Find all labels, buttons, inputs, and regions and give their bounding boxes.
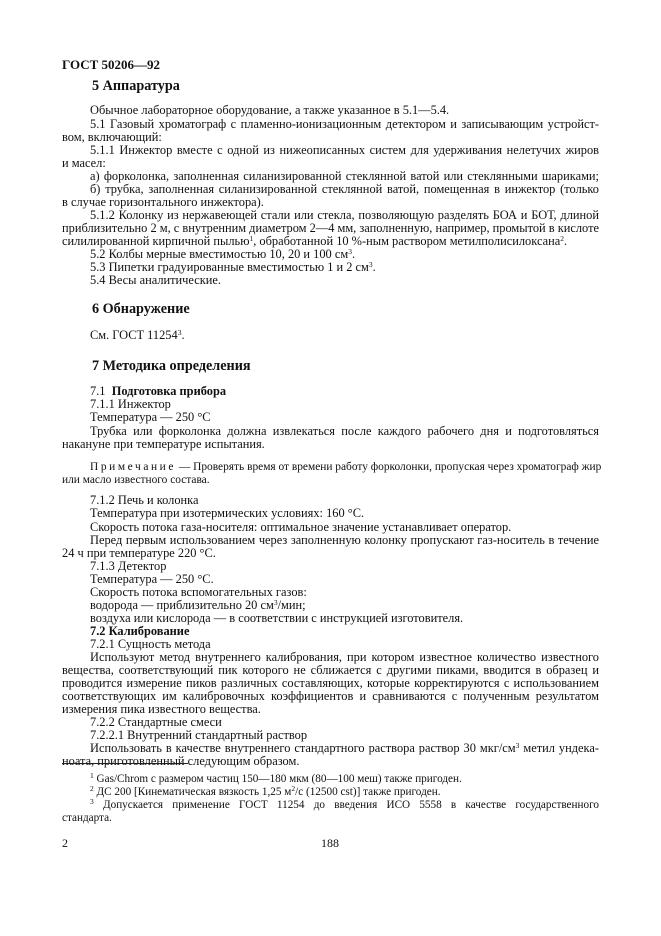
list-item: б) трубка, заполненная силанизированной стеклянной ватой, помещенная в инжектор (только (90, 182, 599, 196)
subsection-heading: 7.2 Калибрование (90, 624, 190, 638)
paragraph-line: Скорость потока газа-носителя: оптимальное значение устанавливает оператор. (90, 520, 512, 534)
paragraph-line: 5.2 Колбы мерные вместимостью 10, 20 и 100 $см^3$. (90, 247, 356, 261)
paragraph-line: Температура при изотермических условиях: 160 °С. (90, 506, 365, 520)
paragraph-line: 7.1.2 Печь и колонка (90, 493, 199, 507)
paragraph-line: Используют метод внутреннего калибрования, при котором известное количество известного (90, 650, 599, 664)
subsection-heading: 7.1 Подготовка прибора (90, 384, 227, 398)
note-line: Примечание — Проверять время от времени работу форколонки, пропуская через хроматограф жир (90, 461, 602, 473)
paragraph-line: Скорость потока вспомогательных газов: (90, 585, 307, 599)
paragraph-line: соответствующих им калибровочных коэффициентов и сравниваются с полученным результатом (62, 689, 599, 703)
paragraph-line: вещества, соответствующий пик которого не сближается с другими пиками, вводится в образец и (62, 663, 599, 677)
paragraph-line: в случае горизонтального инжектора). (62, 195, 264, 209)
paragraph-line: 7.2.1 Сущность метода (90, 637, 211, 651)
paragraph-line: вом, включающий: (62, 130, 162, 144)
paragraph-line: 5.4 Весы аналитические. (90, 273, 221, 287)
section-7-heading: 7 Методика определения (92, 358, 251, 374)
document-code: ГОСТ 50206—92 (62, 57, 161, 72)
paragraph-line: Трубка или форколонка должна извлекаться после каждого рабочего дня и подготовляться (90, 424, 599, 438)
footnote: $^1$ Gas/Chrom с размером частиц 150—180 мкм (80—100 меш) также пригоден. (90, 771, 462, 785)
paragraph-line: водорода — приблизительно 20 $см^3$/мин; (90, 598, 306, 612)
footnote: $^3$ Допускается применение ГОСТ 11254 до введения ИСО 5558 в качестве государственного (90, 797, 599, 811)
footnote: стандарта. (62, 812, 112, 824)
paragraph-line: Температура — 250 °С. (90, 572, 214, 586)
paragraph-line: 24 ч при температуре 220 °С. (62, 546, 216, 560)
footnote: $^2$ ДС 200 [Кинематическая вязкость 1,25 $м^2/с$ (12500 cst)] также пригоден. (90, 784, 441, 798)
paragraph-line: Использовать в качестве внутреннего стандартного раствора раствор 30 мкг/$см^3$ метил ундека- (90, 741, 599, 755)
paragraph-line: силилированной кирпичной пылью$^1$, обработанной 10 %-ным раствором метилполисилоксана$^2$. (62, 234, 568, 248)
paragraph-line: накануне при температуре испытания. (62, 437, 265, 451)
paragraph-line: 5.1.1 Инжектор вместе с одной из нижеописанных систем для удерживания нелетучих жиров (90, 143, 599, 157)
paragraph-line: См. ГОСТ 11254$^3$. (90, 328, 185, 342)
paragraph-line: Температура — 250 °С (90, 410, 211, 424)
paragraph-line: Обычное лабораторное оборудование, а также указанное в 5.1—5.4. (90, 103, 450, 117)
page-number-left: 2 (62, 836, 68, 850)
footnote-divider (62, 763, 188, 764)
paragraph-line: 7.2.2 Стандартные смеси (90, 715, 222, 729)
paragraph-line: 7.2.2.1 Внутренний стандартный раствор (90, 728, 308, 742)
paragraph-line: воздуха или кислорода — в соответствии с инструкцией изготовителя. (90, 611, 464, 625)
footnote-ref: 2 (560, 234, 564, 243)
paragraph-line: Перед первым использованием через заполненную колонку пропускают газ-носитель в течение (90, 533, 599, 547)
note-line: или масло известного состава. (62, 474, 210, 486)
footnote-ref: 3 (177, 328, 182, 337)
paragraph-line: измерения пика известного вещества. (62, 702, 261, 716)
footnote-ref: 1 (249, 234, 254, 243)
list-item: а) форколонка, заполненная силанизированной стеклянной ватой или стеклянными шариками; (90, 169, 599, 183)
paragraph-line: ноата, приготовленный следующим образом. (62, 754, 300, 768)
section-6-heading: 6 Обнаружение (92, 301, 190, 317)
page-number-center: 188 (321, 836, 339, 850)
section-5-heading: 5 Аппаратура (92, 78, 180, 94)
paragraph-line: проводится измерение пиков различных составляющих, которые корректируются с использованием (62, 676, 599, 690)
note-label: Примечание (90, 461, 177, 473)
paragraph-line: 5.1 Газовый хроматограф с пламенно-ионизационным детектором и записывающим устройст- (90, 117, 599, 131)
paragraph-line: 7.1.1 Инжектор (90, 397, 171, 411)
paragraph-line: и масел: (62, 156, 106, 170)
paragraph-line: приблизительно 2 м, с внутренним диаметром 2—4 мм, заполненную, например, промытой в кислоте (62, 221, 599, 235)
paragraph-line: 5.3 Пипетки градуированные вместимостью 1 и 2 $см^3$. (90, 260, 376, 274)
paragraph-line: 5.1.2 Колонку из нержавеющей стали или стекла, позволяющую разделять БОА и БОТ, длиной (90, 208, 599, 222)
paragraph-line: 7.1.3 Детектор (90, 559, 167, 573)
